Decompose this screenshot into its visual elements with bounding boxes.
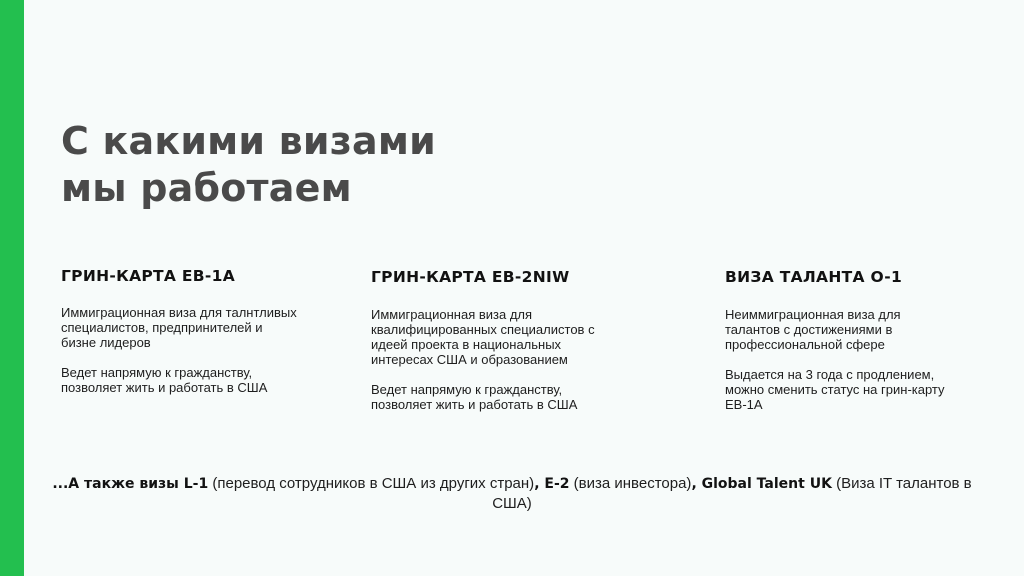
text-line: Выдается на 3 года с продлением,: [725, 367, 935, 382]
visa-card-title: ВИЗА ТАЛАНТА O-1: [725, 268, 903, 286]
footer-text: (Виза IT талантов в США): [492, 475, 972, 512]
visa-card-title: ГРИН-КАРТА EB-2NIW: [371, 268, 570, 286]
visa-card-description: [61, 305, 341, 350]
text-line: можно сменить статус на грин-карту: [725, 382, 945, 397]
text-line: специалистов, предпринителей и: [61, 320, 263, 335]
text-line: позволяет жить и работать в США: [371, 397, 578, 412]
visa-card-note: [61, 365, 341, 395]
visa-card-note: [725, 367, 1005, 412]
visa-card-eb2niw: [371, 267, 651, 412]
visa-card-description: [371, 307, 651, 367]
text-line: Неиммиграционная виза для: [725, 307, 901, 322]
text-line: Ведет напрямую к гражданству,: [61, 365, 253, 380]
visa-card-o1: [725, 267, 1005, 412]
visa-card-description: [725, 307, 1005, 352]
text-line: Ведет напрямую к гражданству,: [371, 382, 563, 397]
text-line: талантов с достижениями в: [725, 322, 893, 337]
footer-bold-text: , Global Talent UK: [691, 476, 832, 492]
text-line: Иммиграционная виза для талнтливых: [61, 305, 297, 320]
footer-text: (виза инвестора): [569, 475, 692, 492]
text-line: EB-1A: [725, 397, 763, 412]
accent-bar: [0, 0, 24, 576]
footer-bold-text: ...А также визы L-1: [52, 476, 209, 492]
text-line: Иммиграционная виза для: [371, 307, 533, 322]
visa-card-note: [371, 382, 651, 412]
text-line: квалифицированных специалистов с: [371, 322, 595, 337]
slide-title-line-2: мы работаем: [61, 166, 352, 210]
footer-note: [48, 474, 976, 513]
slide-title-line-1: С какими визами: [61, 119, 436, 163]
text-line: бизне лидеров: [61, 335, 151, 350]
slide-title: [61, 118, 581, 212]
text-line: профессиональной сфере: [725, 337, 885, 352]
visa-card-eb1a: [61, 266, 341, 395]
text-line: позволяет жить и работать в США: [61, 380, 268, 395]
footer-bold-text: , E-2: [534, 476, 570, 492]
text-line: идеей проекта в национальных: [371, 337, 562, 352]
visa-card-title: ГРИН-КАРТА EB-1A: [61, 267, 236, 285]
footer-text: (перевод сотрудников в США из других стран): [208, 475, 535, 492]
text-line: интересах США и образованием: [371, 352, 568, 367]
